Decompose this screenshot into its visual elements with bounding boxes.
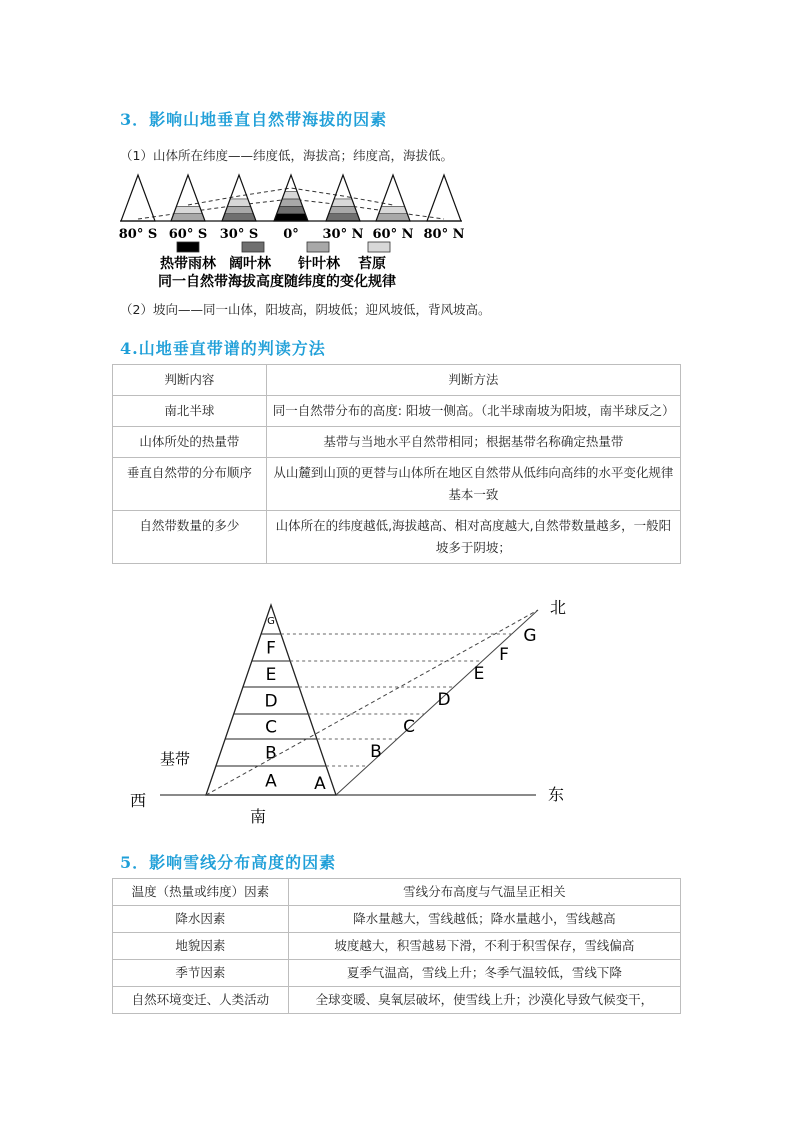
table-cell: 降水因素 (113, 906, 289, 933)
table-header-cell: 判断内容 (113, 365, 267, 396)
latitude-mountain (171, 175, 205, 221)
table-row (113, 933, 681, 960)
legend-label: 热带雨林 (160, 256, 216, 272)
latitude-label: 60° N (372, 227, 414, 242)
latitude-band-label: D (437, 690, 451, 710)
legend-label: 苔原 (358, 256, 386, 272)
latitude-mountains-figure (118, 172, 478, 296)
latitude-mountain (222, 175, 256, 221)
latitude-band-label: C (403, 717, 415, 737)
legend-swatch (177, 242, 199, 252)
mountain-outline (427, 175, 461, 221)
latitude-label: 80° N (423, 227, 465, 242)
snowline-table (112, 878, 681, 1014)
table-cell: 从山麓到山顶的更替与山体所在地区自然带从低纬向高纬的水平变化规律基本一致 (266, 458, 680, 511)
table-row (113, 396, 681, 427)
latitude-label: 0° (283, 227, 299, 242)
table-cell: 季节因素 (113, 960, 289, 987)
table-cell: 自然环境变迁、人类活动 (113, 987, 289, 1014)
latitude-mountain (376, 175, 410, 221)
latitude-band-label: A (314, 774, 326, 794)
vegetation-band (174, 206, 203, 213)
vegetation-band (171, 214, 205, 221)
legend-swatch (242, 242, 264, 252)
latitude-band-label: B (370, 742, 382, 762)
table-cell: 垂直自然带的分布顺序 (113, 458, 267, 511)
figure-caption: 同一自然带海拔高度随纬度的变化规律 (158, 274, 396, 290)
mountain-band-label: A (265, 771, 277, 792)
legend-swatch (368, 242, 390, 252)
section-3-point-2: （2）坡向——同一山体，阳坡高，阴坡低；迎风坡低，背风坡高。 (120, 302, 491, 317)
latitude-band-label: E (473, 664, 485, 684)
legend-label: 阔叶林 (229, 256, 271, 272)
table-cell: 山体所在的纬度越低,海拔越高、相对高度越大,自然带数量越多，一般阳坡多于阴坡； (266, 511, 680, 564)
mountain-band-label: D (264, 691, 278, 712)
table-cell: 南北半球 (113, 396, 267, 427)
mountain-band-label: F (266, 638, 276, 659)
mountain-zonation-table (112, 364, 681, 564)
table-row (113, 458, 681, 511)
vegetation-band (376, 214, 410, 221)
table-cell: 坡度越大，积雪越易下滑，不利于积雪保存，雪线偏高 (288, 933, 680, 960)
label-east: 东 (548, 785, 565, 804)
vegetation-band (329, 206, 358, 213)
table-row (113, 906, 681, 933)
label-base: 基带 (160, 750, 191, 768)
wedge-edge (206, 610, 538, 795)
table-row (113, 427, 681, 458)
table-cell: 温度（热量或纬度）因素 (113, 879, 289, 906)
mountain-belt-figure (120, 594, 600, 828)
table-cell: 雪线分布高度与气温呈正相关 (288, 879, 680, 906)
section-5-title: 5．影响雪线分布高度的因素 (120, 853, 337, 872)
mountain-outline (121, 175, 155, 221)
vegetation-band (277, 206, 306, 213)
table-cell: 自然带数量的多少 (113, 511, 267, 564)
latitude-label: 30° S (219, 227, 259, 242)
latitude-label: 30° N (322, 227, 364, 242)
vegetation-band (222, 214, 256, 221)
vegetation-band (331, 199, 354, 206)
table-row (113, 987, 681, 1014)
legend-label: 针叶林 (298, 256, 340, 272)
latitude-band-label: G (523, 626, 537, 646)
section-3-title: 3．影响山地垂直自然带海拔的因素 (120, 110, 388, 129)
latitude-label: 60° S (168, 227, 208, 242)
vegetation-band (274, 214, 308, 221)
mountain-band-label: E (265, 665, 277, 685)
vegetation-band (227, 199, 250, 206)
table-row (113, 365, 681, 396)
vegetation-band (379, 206, 408, 213)
table-cell: 降水量越大，雪线越低；降水量越小，雪线越高 (288, 906, 680, 933)
table-cell: 地貌因素 (113, 933, 289, 960)
vegetation-band (225, 206, 254, 213)
table-row (113, 960, 681, 987)
table-cell: 全球变暖、臭氧层破坏，使雪线上升；沙漠化导致气候变干， (288, 987, 680, 1014)
table-header-cell: 判断方法 (266, 365, 680, 396)
table-row (113, 879, 681, 906)
mountain-band-label: G (267, 616, 275, 627)
table-cell: 夏季气温高，雪线上升；冬季气温较低，雪线下降 (288, 960, 680, 987)
table-cell: 基带与当地水平自然带相同；根据基带名称确定热量带 (266, 427, 680, 458)
table-row (113, 511, 681, 564)
table-cell: 山体所处的热量带 (113, 427, 267, 458)
label-north: 北 (550, 598, 567, 617)
latitude-label: 80° S (118, 227, 158, 242)
label-west: 西 (130, 791, 147, 810)
section-4-title: 4.山地垂直带谱的判读方法 (120, 339, 326, 358)
latitude-mountain (121, 175, 155, 221)
legend-swatch (307, 242, 329, 252)
latitude-band-label: F (499, 645, 509, 665)
vegetation-band (326, 214, 360, 221)
vegetation-band (279, 199, 302, 206)
table-cell: 同一自然带分布的高度: 阳坡一侧高。（北半球南坡为阳坡，南半球反之） (266, 396, 680, 427)
latitude-mountain (274, 175, 308, 221)
label-south: 南 (250, 807, 267, 826)
latitude-mountain (427, 175, 461, 221)
mountain-band-label: B (265, 743, 277, 764)
section-3-point-1: （1）山体所在纬度——纬度低，海拔高；纬度高，海拔低。 (120, 148, 453, 163)
mountain-band-label: C (265, 717, 277, 738)
